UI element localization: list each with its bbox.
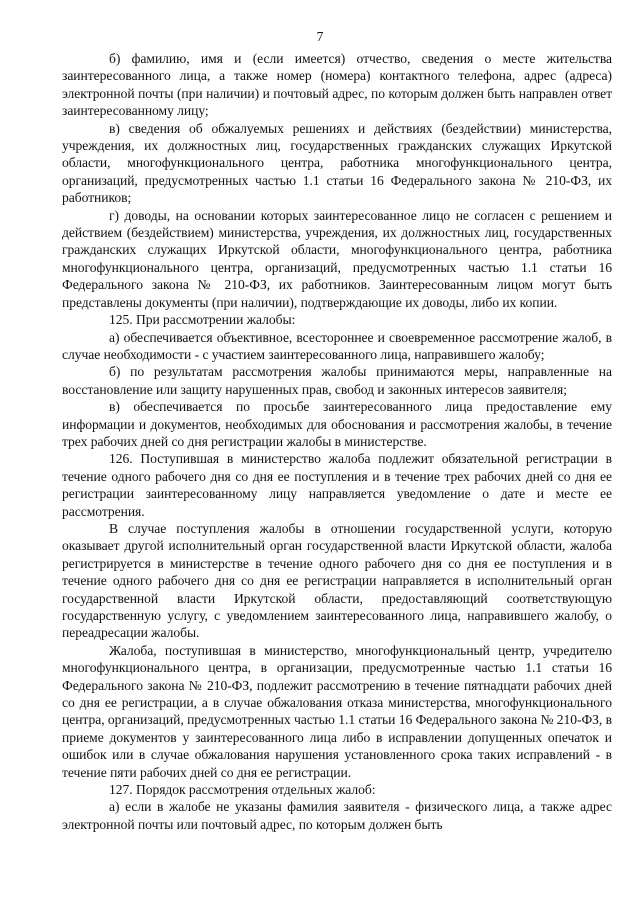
paragraph-clause-125-b: б) по результатам рассмотрения жалобы принимаются меры, направленные на восстановление или защиту нарушенных прав, свобод и законных интересов заявителя; — [62, 364, 612, 397]
paragraph-clause-126-deadline: Жалоба, поступившая в министерство, многофункциональный центр, учредителю многофункционального центра, в организации, предусмотренные частью 1.1 статьи 16 Федерального закона № 210-ФЗ, подлежит рассмотрению в течение пятнадцати рабочих дней со дня ее регистрации, а в случае обжалования отказа министерства, многофункционального центра, организаций, предусмотренных частью 1.1 статьи 16 Федерального закона № 210-ФЗ, в приеме документов у заинтересованного лица либо в исправлении допущенных опечаток и ошибок или в случае обжалования нарушения установленного срока таких исправлений - в течение пяти рабочих дней со дня ее регистрации. — [62, 642, 612, 780]
paragraph-clause-126-redirect: В случае поступления жалобы в отношении государственной услуги, которую оказывает другой исполнительный орган государственной власти Иркутской области, жалоба регистрируется в министерстве в течение одного рабочего дня со дня ее поступления и в течение одного рабочего дня со дня ее регистрации направляется в исполнительный орган государственной власти Иркутской области, предоставляющий соответствующую государственную услугу, с уведомлением заинтересованного лица, направившего жалобу, о переадресации жалобы. — [62, 520, 612, 641]
paragraph-clause-126: 126. Поступившая в министерство жалоба подлежит обязательной регистрации в течение одного рабочего дня со дня ее поступления и в течение трех рабочих дней со дня ее регистрации заинтересованному лицу направляется уведомление о дате и месте ее рассмотрения. — [62, 451, 612, 519]
paragraph-item-v-appealed-decisions: в) сведения об обжалуемых решениях и действиях (бездействии) министерства, учреждения, их должностных лиц, государственных гражданских служащих Иркутской области, многофункционального центра, работника многофункционального центра, организаций, предусмотренных частью 1.1 статьи 16 Федерального закона № 210-ФЗ, их работников; — [62, 120, 612, 206]
paragraph-clause-125-v: в) обеспечивается по просьбе заинтересованного лица предоставление ему информации и документов, необходимых для обоснования и рассмотрения жалобы, в течение трех рабочих дней со дня регистрации жалобы в министерстве. — [62, 399, 612, 449]
page-number: 7 — [316, 29, 324, 44]
paragraph-clause-127-a: а) если в жалобе не указаны фамилия заявителя - физического лица, а также адрес электронной почты или почтовый адрес, по которым должен быть — [62, 799, 612, 832]
paragraph-clause-125-a: а) обеспечивается объективное, всестороннее и своевременное рассмотрение жалоб, в случае необходимости - с участием заинтересованного лица, направившего жалобу; — [62, 329, 612, 362]
document-body — [62, 50, 612, 833]
paragraph-clause-125: 125. При рассмотрении жалобы: — [109, 312, 296, 328]
paragraph-item-b-applicant-name: б) фамилию, имя и (если имеется) отчество, сведения о месте жительства заинтересованного лица, а также номер (номера) контактного телефона, адрес (адреса) электронной почты (при наличии) и почтовый адрес, по которым должен быть направлен ответ заинтересованному лицу; — [62, 51, 612, 119]
paragraph-clause-127: 127. Порядок рассмотрения отдельных жалоб: — [109, 782, 376, 798]
paragraph-item-g-arguments: г) доводы, на основании которых заинтересованное лицо не согласен с решением и действием (бездействием) министерства, учреждения, их должностных лиц, государственных гражданских служащих Иркутской области, многофункционального центра, работника многофункционального центра, организаций, предусмотренных частью 1.1 статьи 16 Федерального закона № 210-ФЗ, их работников. Заинтересованным лицом могут быть представлены документы (при наличии), подтверждающие их доводы, либо их копии. — [62, 207, 612, 310]
